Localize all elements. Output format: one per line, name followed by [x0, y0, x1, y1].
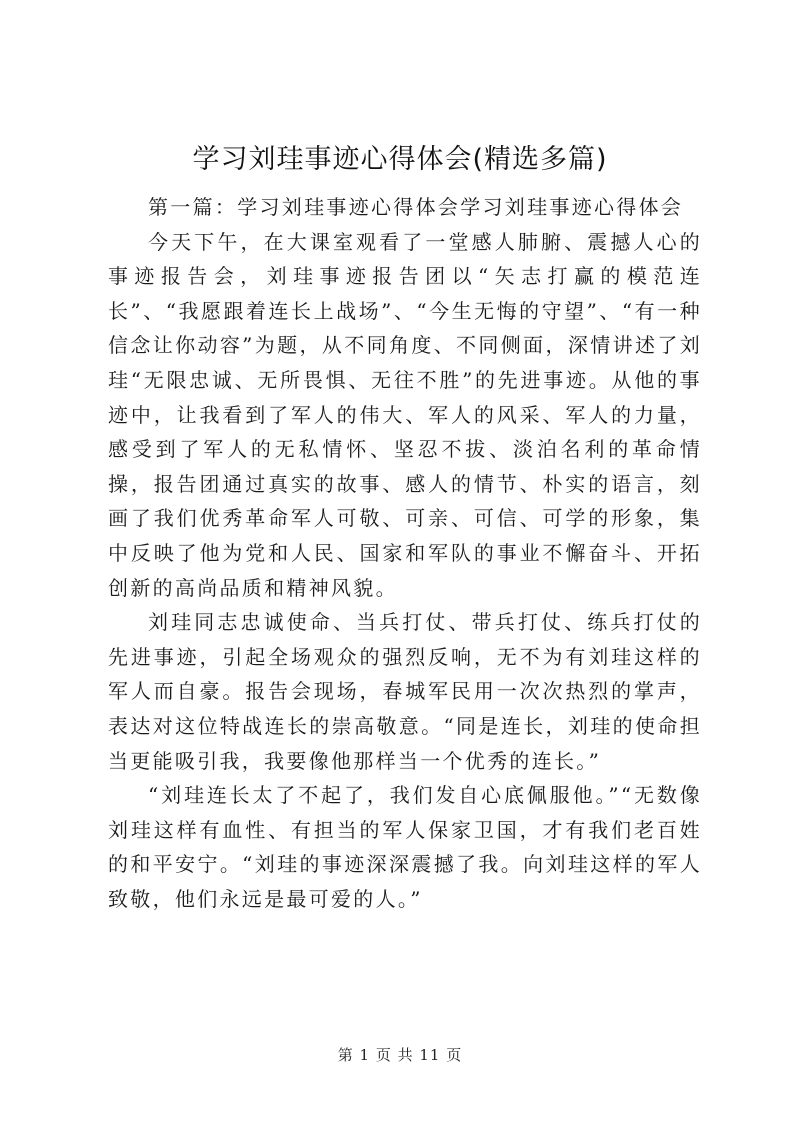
paragraph: 今天下午，在大课室观看了一堂感人肺腑、震撼人心的事迹报告会，刘珪事迹报告团以“矢志打赢的模范连长”、“我愿跟着连长上战场”、“今生无悔的守望”、“有一种信念让你动容”为题，从不同角度、不同侧面，深情讲述了刘珪“无限忠诚、无所畏惧、无往不胜”的先进事迹。从他的事迹中，让我看到了军人的伟大、军人的风采、军人的力量，感受到了军人的无私情怀、坚忍不拔、淡泊名利的革命情操，报告团通过真实的故事、感人的情节、朴实的语言，刻画了我们优秀革命军人可敬、可亲、可信、可学的形象，集中反映了他为党和人民、国家和军队的事业不懈奋斗、开拓创新的高尚品质和精神风貌。 — [108, 229, 702, 600]
page-footer: 第 1 页 共 11 页 — [337, 1046, 463, 1064]
paragraph: “刘珪连长太了不起了，我们发自心底佩服他。”“无数像刘珪这样有血性、有担当的军人保家卫国，才有我们老百姓的和平安宁。“刘珪的事迹深深震撼了我。向刘珪这样的军人致敬，他们永远是最可爱的人。” — [108, 783, 702, 911]
paragraph: 刘珪同志忠诚使命、当兵打仗、带兵打仗、练兵打仗的先进事迹，引起全场观众的强烈反响，无不为有刘珪这样的军人而自豪。报告会现场，春城军民用一次次热烈的掌声，表达对这位特战连长的崇高敬意。“同是连长，刘珪的使命担当更能吸引我，我要像他那样当一个优秀的连长。” — [108, 610, 702, 773]
paragraph-section-heading: 第一篇：学习刘珪事迹心得体会学习刘珪事迹心得体会 — [148, 195, 684, 219]
document-title: 学习刘珪事迹心得体会(精选多篇) — [192, 144, 608, 175]
document-body — [108, 190, 702, 916]
